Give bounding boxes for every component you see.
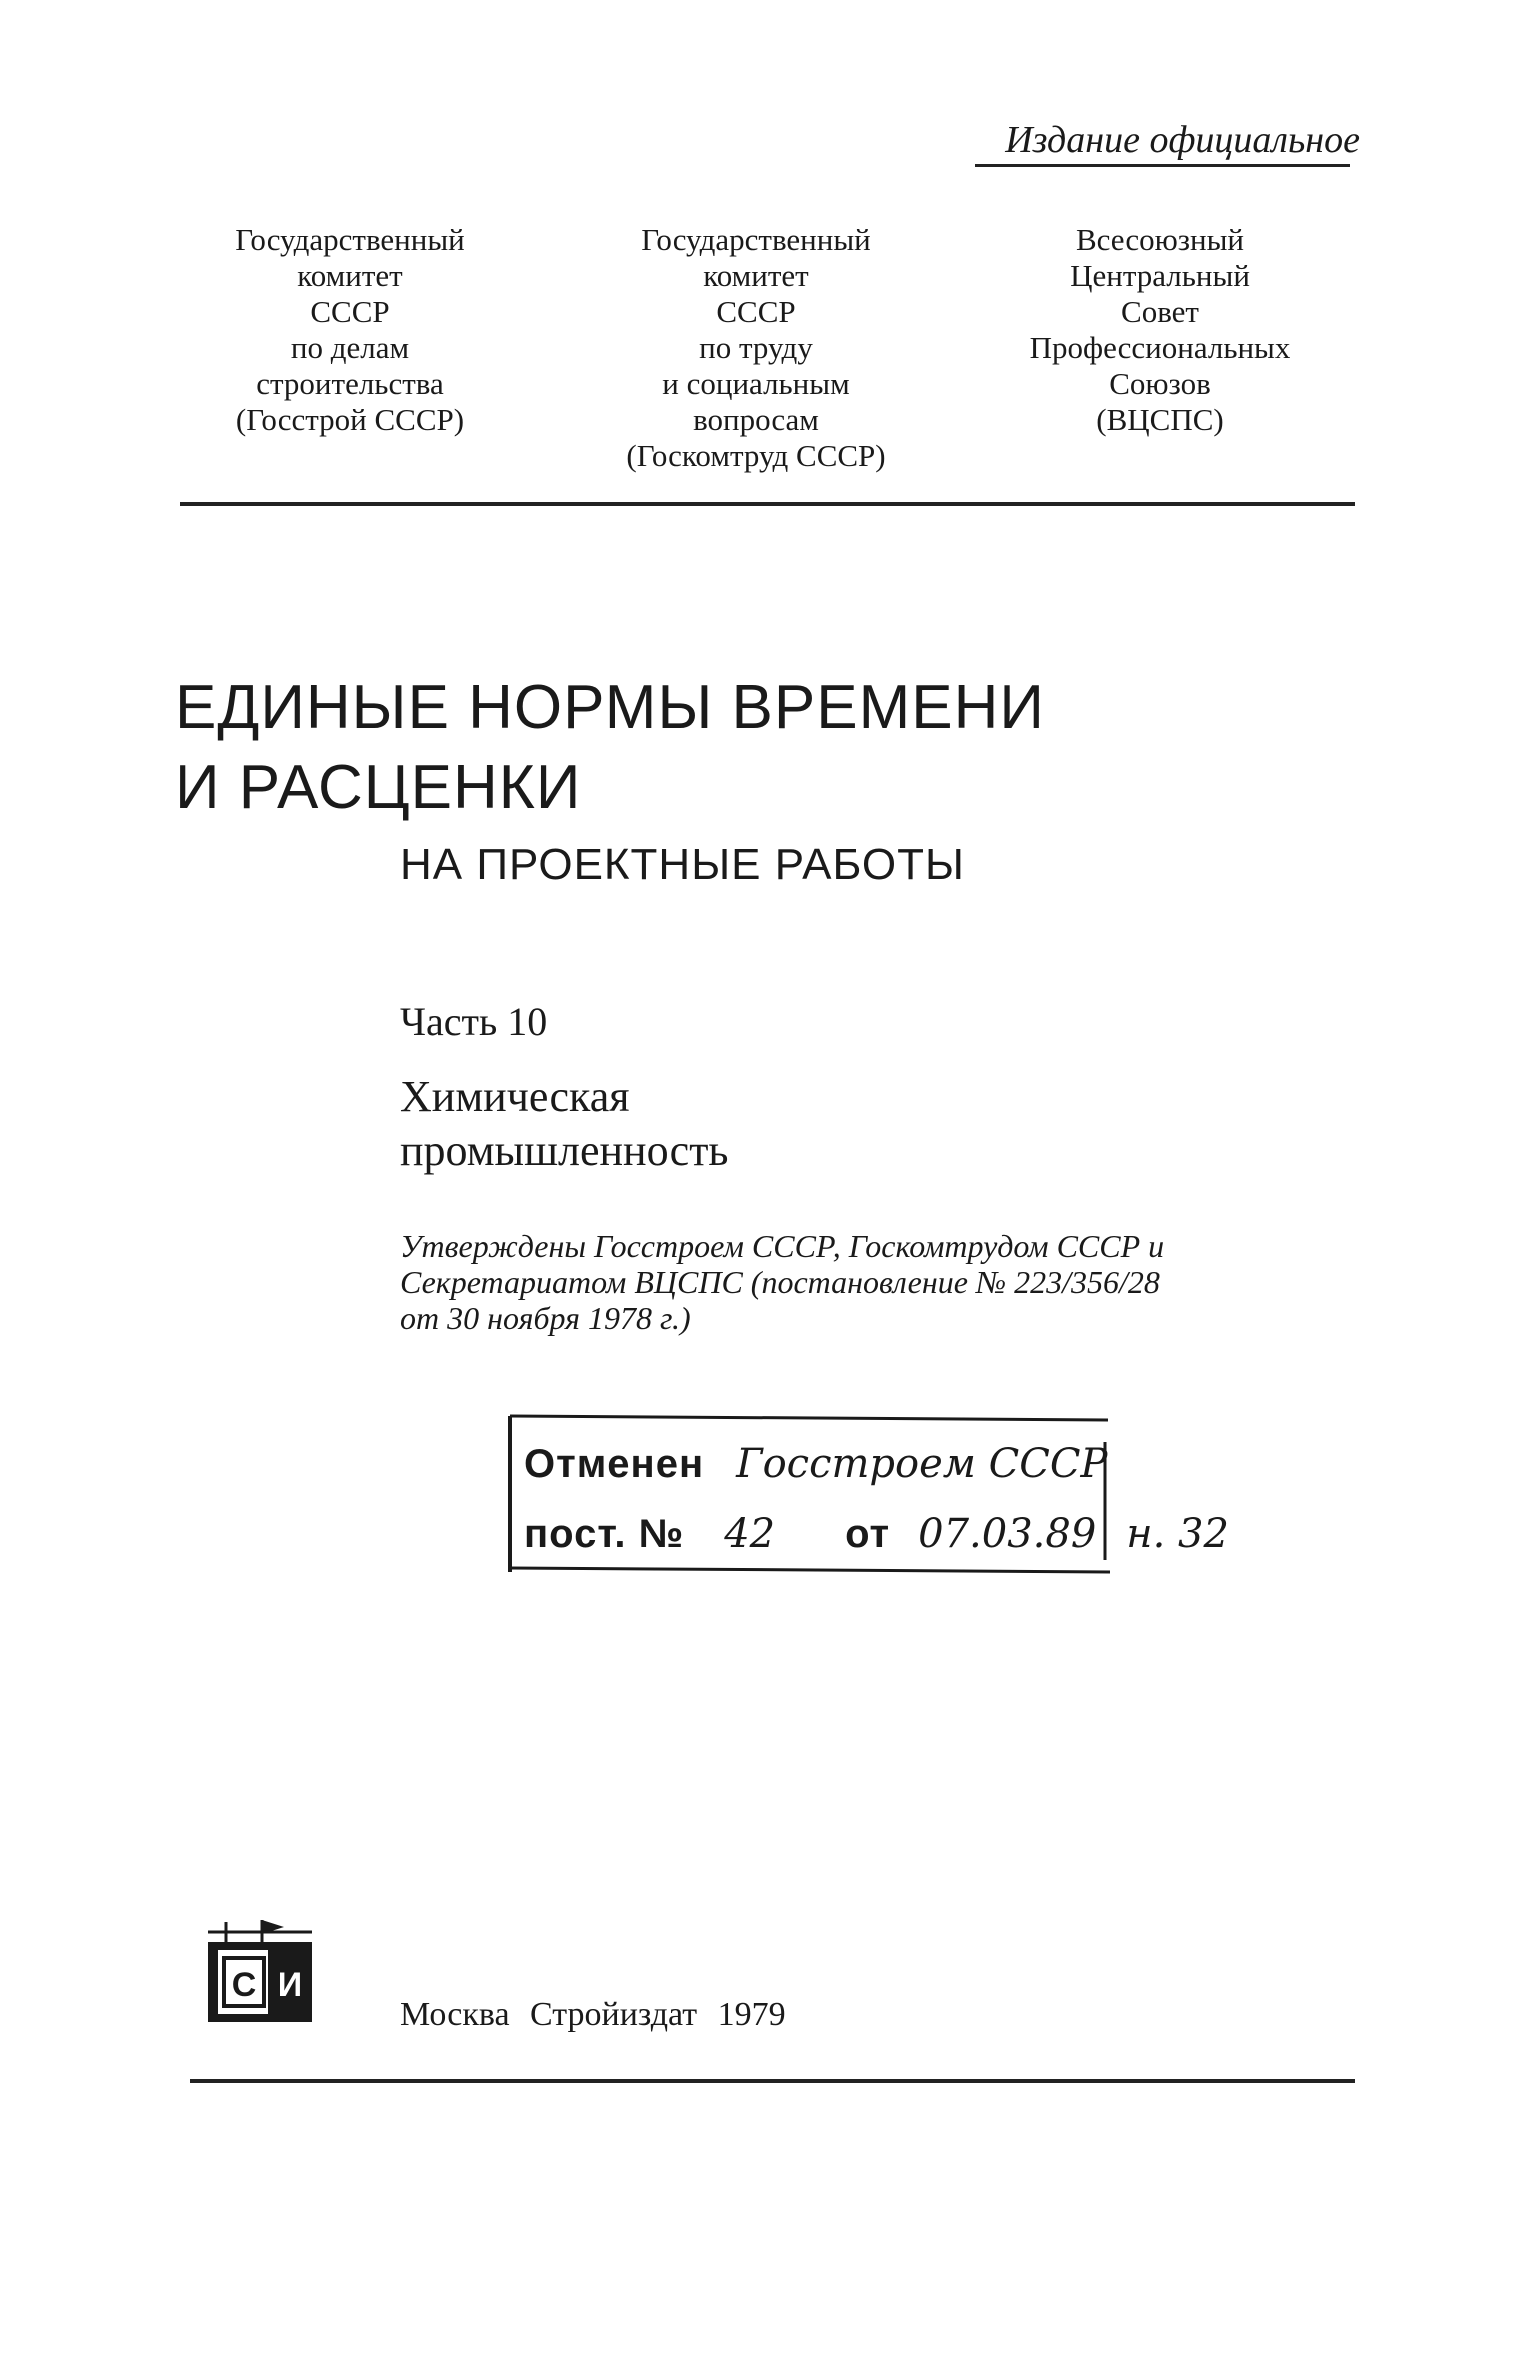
stamp-handwritten-page: н. 32 xyxy=(1126,1511,1229,1557)
header-divider xyxy=(180,502,1355,506)
logo-letter-right: И xyxy=(277,1966,303,2004)
org-line: (Госкомтруд СССР) xyxy=(626,438,886,473)
document-title xyxy=(175,668,1395,828)
stamp-handwritten-date: 07.03.89 xyxy=(918,1511,1097,1557)
stamp-handwritten-number: 42 xyxy=(724,1511,776,1557)
stamp-print-text: Отменен xyxy=(524,1442,705,1486)
edition-label: Издание официальное xyxy=(1005,119,1360,161)
cancellation-stamp xyxy=(500,1410,1260,1590)
footer-divider xyxy=(190,2079,1355,2083)
title-line: ЕДИНЫЕ НОРМЫ ВРЕМЕНИ xyxy=(175,673,1045,742)
stamp-handwritten-text: Госстроем СССР xyxy=(736,1441,1108,1487)
org-line: (ВЦСПС) xyxy=(1096,402,1224,437)
org-line: Государственный xyxy=(235,222,465,257)
stamp-line-1 xyxy=(524,1440,1107,1487)
logo-letter-left: С xyxy=(231,1966,257,2004)
stamp-print-text: пост. № xyxy=(524,1512,685,1556)
approval-line: Секретариатом ВЦСПС (постановление № 223/356/28 xyxy=(400,1264,1160,1300)
document-subtitle: НА ПРОЕКТНЫЕ РАБОТЫ xyxy=(400,840,965,889)
organization-vtssps xyxy=(960,222,1360,438)
org-line: СССР xyxy=(716,294,796,329)
org-line: по труду xyxy=(699,330,813,365)
org-line: комитет xyxy=(703,258,809,293)
org-line: и социальным xyxy=(662,366,850,401)
organization-goskomtrud xyxy=(556,222,956,474)
org-line: Профессиональных xyxy=(1029,330,1291,365)
org-line: строительства xyxy=(256,366,444,401)
org-line: комитет xyxy=(297,258,403,293)
organization-gosstroy xyxy=(150,222,550,438)
publisher-logo xyxy=(200,1918,320,2028)
approval-note xyxy=(400,1228,1365,1336)
section-line: промышленность xyxy=(400,1126,729,1175)
org-line: по делам xyxy=(290,330,410,365)
org-line: Государственный xyxy=(641,222,871,257)
org-line: Центральный xyxy=(1070,258,1250,293)
edition-underline xyxy=(975,164,1350,167)
title-line: И РАСЦЕНКИ xyxy=(175,753,582,822)
publisher-imprint: Москва Стройиздат 1979 xyxy=(400,1996,786,2033)
stamp-print-text: от xyxy=(845,1512,891,1556)
org-line: СССР xyxy=(310,294,390,329)
stamp-line-2 xyxy=(524,1510,1229,1557)
approval-line: Утверждены Госстроем СССР, Госкомтрудом СССР и xyxy=(400,1228,1165,1264)
org-line: Союзов xyxy=(1109,366,1211,401)
org-line: (Госстрой СССР) xyxy=(235,402,465,437)
stroyizdat-logo-icon xyxy=(200,1918,320,2028)
section-title xyxy=(400,1070,729,1178)
approval-line: от 30 ноября 1978 г.) xyxy=(400,1300,691,1336)
part-number: Часть 10 xyxy=(400,999,548,1044)
org-line: Всесоюзный xyxy=(1075,222,1245,257)
org-line: Совет xyxy=(1121,294,1199,329)
stamp-frame xyxy=(500,1410,1260,1590)
section-line: Химическая xyxy=(400,1072,630,1121)
org-line: вопросам xyxy=(693,402,819,437)
